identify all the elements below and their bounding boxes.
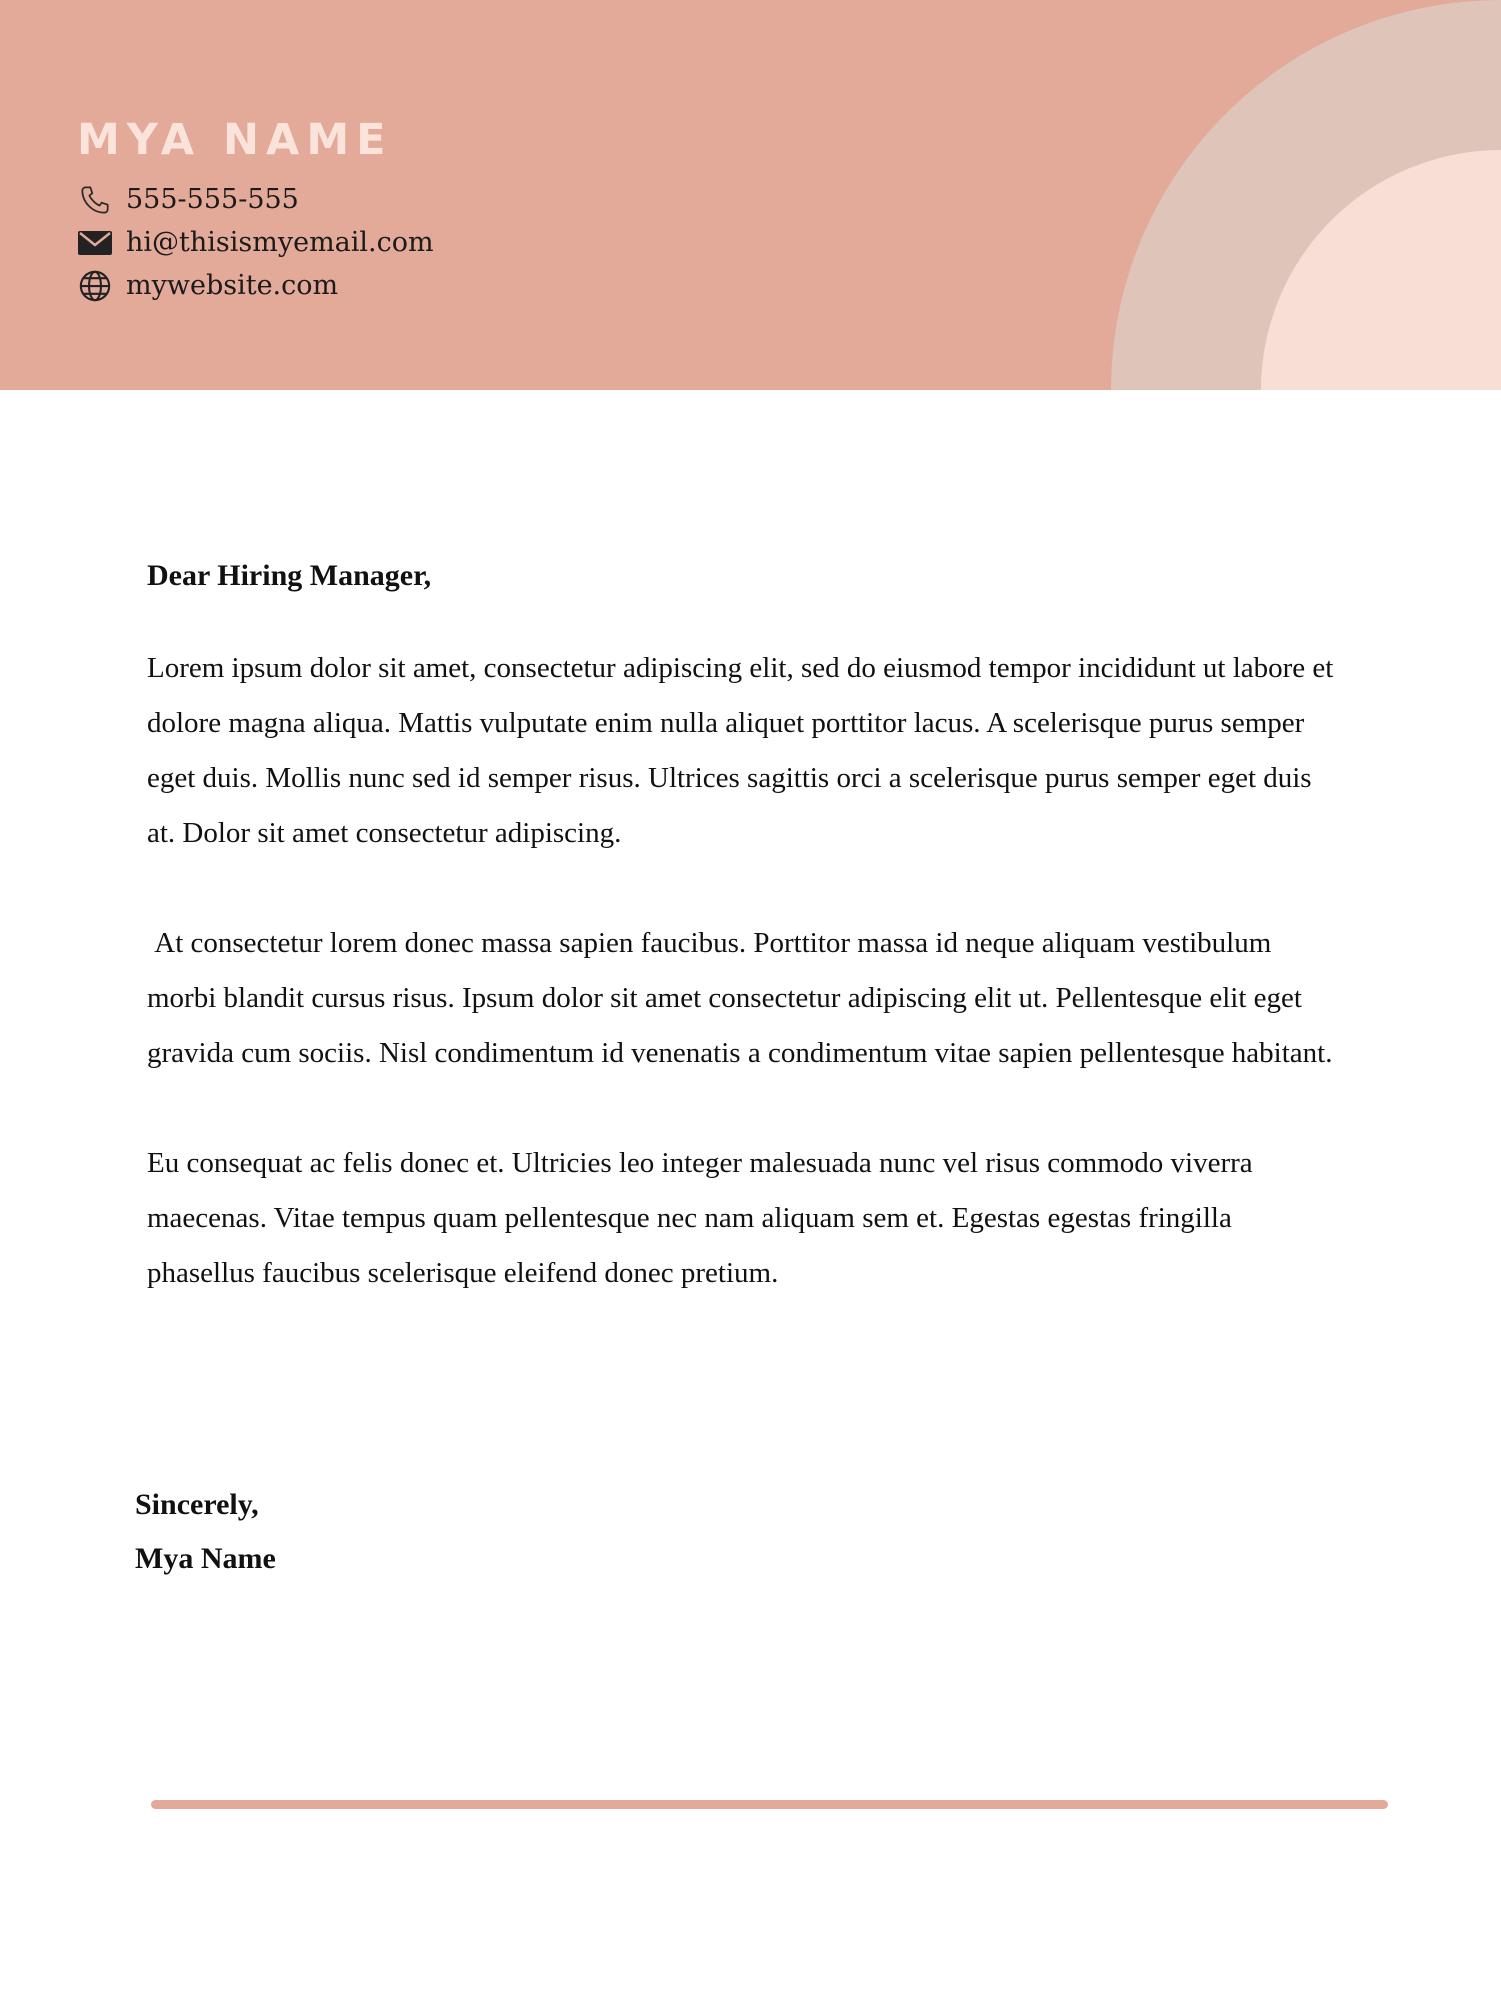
applicant-name: MYA NAME: [77, 115, 393, 165]
mail-icon: [77, 225, 113, 261]
salutation: Dear Hiring Manager,: [147, 559, 432, 592]
body-paragraph-2: At consectetur lorem donec massa sapien faucibus. Porttitor massa id neque aliquam vestibulum morbi blandit cursus risus. Ipsum dolor sit amet consectetur adipiscing elit ut. Pellentesque elit eget gravida cum sociis. Nisl condimentum id venenatis a condimentum vitae sapien pellentesque habitant.: [147, 927, 1333, 1069]
letter-closing: [135, 1478, 276, 1586]
body-paragraph-1: Lorem ipsum dolor sit amet, consectetur adipiscing elit, sed do eiusmod tempor incididunt ut labore et dolore magna aliqua. Mattis vulputate enim nulla aliquet porttitor lacus. A scelerisque purus semper eget duis. Mollis nunc sed id semper risus. Ultrices sagittis orci a scelerisque purus semper eget duis at. Dolor sit amet consectetur adipiscing.: [147, 652, 1334, 849]
letter-header: [0, 0, 1501, 390]
globe-icon: [77, 268, 113, 304]
contact-info: [77, 178, 434, 307]
contact-phone: [77, 178, 434, 221]
contact-website: [77, 264, 434, 307]
contact-email: [77, 221, 434, 264]
website-url[interactable]: mywebsite.com: [126, 270, 339, 301]
phone-icon: [77, 182, 113, 218]
footer-divider: [151, 1800, 1388, 1809]
signature-name: Mya Name: [135, 1542, 276, 1575]
closing-phrase: Sincerely,: [135, 1488, 259, 1521]
phone-number[interactable]: 555-555-555: [126, 184, 299, 215]
letter-body: [147, 548, 1347, 1301]
body-paragraph-3: Eu consequat ac felis donec et. Ultricies leo integer malesuada nunc vel risus commodo viverra maecenas. Vitae tempus quam pellentesque nec nam aliquam sem et. Egestas egestas fringilla phasellus faucibus scelerisque eleifend donec pretium.: [147, 1147, 1253, 1289]
email-address[interactable]: hi@thisismyemail.com: [126, 227, 434, 258]
